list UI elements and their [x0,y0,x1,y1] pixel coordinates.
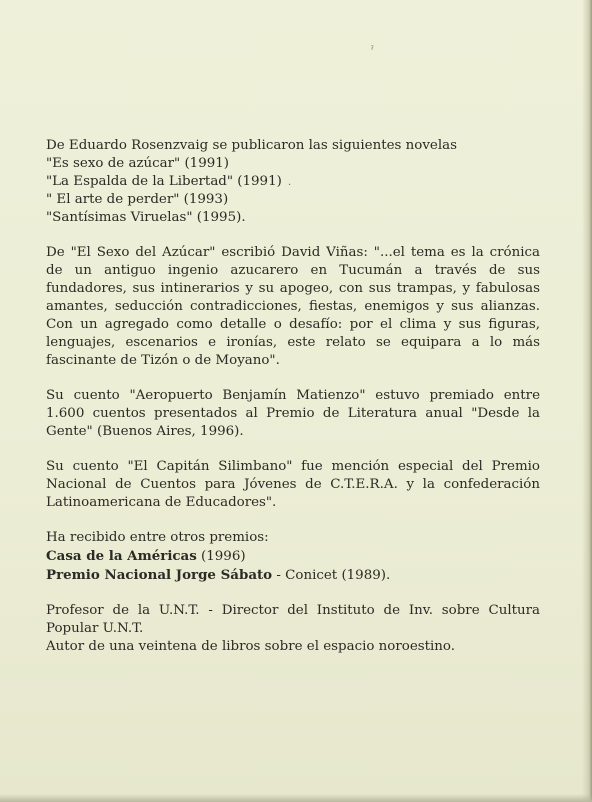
award-paragraph-aeropuerto: Su cuento "Aeropuerto Benjamín Matienzo" estuvo premiado entre 1.600 cuentos presentados al Premio de Literatura anual "Desde la Gente" (Buenos Aires, 1996). [46,388,540,439]
prize-detail: (1996) [196,549,246,564]
prize-name: Casa de la Américas [46,548,197,564]
novel-item: "Es sexo de azúcar" (1991) [46,156,229,171]
books-line: Autor de una veintena de libros sobre el espacio noroestino. [46,639,456,654]
novel-item: "Santísimas Viruelas" (1995). [46,210,246,225]
prize-item [46,566,540,585]
prizes-intro: Ha recibido entre otros premios: [46,530,269,545]
prize-detail: - Conicet (1989). [272,568,391,583]
novel-item: "La Espalda de la Libertad" (1991) [46,174,282,189]
novels-heading: De Eduardo Rosenzvaig se publicaron las siguientes novelas [46,138,457,153]
page-bottom-edge [0,794,592,802]
prizes-paragraph [46,529,540,585]
paper-speck: · [288,180,292,191]
prize-name: Premio Nacional Jorge Sábato [46,567,273,583]
novel-item: " El arte de perder" (1993) [46,192,229,207]
paper-speck: ˀ [371,45,374,56]
profession-paragraph [46,602,540,656]
page-edge-shadow [582,0,592,802]
review-quote-paragraph: De "El Sexo del Azúcar" escribió David Viñas: "...el tema es la crónica de un antiguo ingenio azucarero en Tucumán a través de sus fundadores, sus intinerarios y su apogeo, con sus trampas, y fabulosas amantes, seducción contradicciones, fiestas, enemigos y sus alianzas. Con un agregado como detalle o desafío: por el clima y sus figuras, lenguajes, escenarios e ironías, este relato se equipara a lo más fascinante de Tizón o de Moyano". [46,245,540,368]
profession-line: Profesor de la U.N.T. - Director del Instituto de Inv. sobre Cultura Popular U.N.T. [46,603,540,636]
biography-text [46,137,540,673]
award-paragraph-capitan: Su cuento "El Capitán Silimbano" fue mención especial del Premio Nacional de Cuentos para Jóvenes de C.T.E.R.A. y la confederación Latinoamericana de Educadores". [46,459,540,510]
novels-paragraph [46,137,540,227]
prize-item [46,547,540,566]
